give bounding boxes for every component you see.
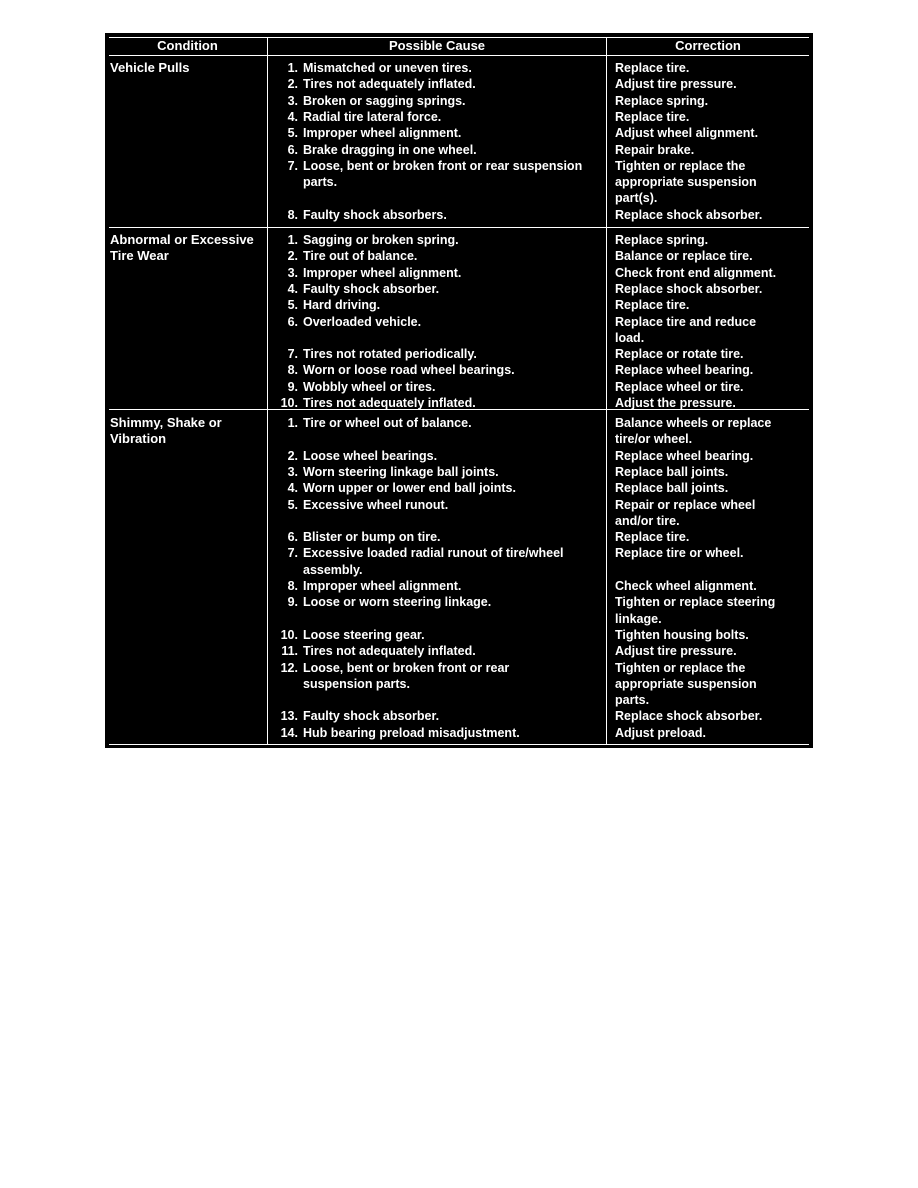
table-row <box>105 207 813 223</box>
possible-cause: Faulty shock absorber. <box>303 281 440 296</box>
correction: Replace or rotate tire. <box>615 347 744 362</box>
possible-cause: Brake dragging in one wheel. <box>303 142 477 157</box>
header-condition: Condition <box>157 38 218 53</box>
item-number: 8. <box>287 207 298 222</box>
table-row <box>105 415 813 447</box>
item-number: 6. <box>287 142 298 157</box>
table-row <box>105 480 813 496</box>
row-divider <box>109 55 809 56</box>
correction: Tighten or replace steering linkage. <box>615 595 776 626</box>
row-divider <box>109 744 809 745</box>
table-row <box>105 281 813 297</box>
possible-cause: Loose or worn steering linkage. <box>303 595 492 610</box>
table-row <box>105 346 813 362</box>
item-number: 3. <box>287 93 298 108</box>
item-number: 7. <box>287 546 298 561</box>
item-number: 2. <box>287 249 298 264</box>
possible-cause: Faulty shock absorber. <box>303 709 440 724</box>
correction: Replace tire. <box>615 61 690 75</box>
correction: Replace tire and reduce load. <box>615 314 757 345</box>
condition-label: Shimmy, Shake or Vibration <box>110 415 222 447</box>
table-row <box>105 158 813 206</box>
table-row <box>105 379 813 395</box>
possible-cause: Loose, bent or broken front or rear suspension parts. <box>303 158 583 190</box>
correction: Replace wheel or tire. <box>615 379 744 394</box>
possible-cause: Blister or bump on tire. <box>303 530 441 545</box>
item-number: 9. <box>287 595 298 610</box>
table-row <box>105 297 813 313</box>
possible-cause: Tires not adequately inflated. <box>303 396 476 410</box>
table-row <box>105 660 813 708</box>
item-number: 7. <box>287 347 298 362</box>
item-number: 3. <box>287 464 298 479</box>
table-row <box>105 142 813 158</box>
correction: Replace spring. <box>615 93 709 108</box>
item-number: 8. <box>287 363 298 378</box>
possible-cause: Faulty shock absorbers. <box>303 207 447 222</box>
possible-cause: Excessive loaded radial runout of tire/wheel assembly. <box>303 546 564 577</box>
condition-label: Abnormal or Excessive Tire Wear <box>110 232 254 264</box>
table-row <box>105 708 813 724</box>
table-row <box>105 627 813 643</box>
possible-cause: Worn or loose road wheel bearings. <box>303 363 515 378</box>
table-row <box>105 314 813 345</box>
item-number: 2. <box>287 77 298 92</box>
item-number: 10. <box>280 627 298 642</box>
header-possible-cause: Possible Cause <box>388 38 486 53</box>
table-row <box>105 725 813 741</box>
possible-cause: Tire out of balance. <box>303 249 418 264</box>
correction: Replace shock absorber. <box>615 709 763 724</box>
possible-cause: Loose steering gear. <box>303 627 425 642</box>
correction: Adjust tire pressure. <box>615 644 737 659</box>
item-number: 4. <box>287 281 298 296</box>
table-row <box>105 60 813 76</box>
item-number: 11. <box>281 644 298 659</box>
correction: Repair or replace wheel and/or tire. <box>615 497 756 528</box>
correction: Balance or replace tire. <box>615 249 753 264</box>
item-number: 6. <box>287 530 298 545</box>
correction: Replace spring. <box>615 233 709 247</box>
correction: Tighten or replace the appropriate suspension parts. <box>615 660 757 708</box>
correction: Adjust the pressure. <box>615 396 736 410</box>
correction: Replace tire. <box>615 530 690 545</box>
possible-cause: Loose wheel bearings. <box>303 448 438 463</box>
possible-cause: Hub bearing preload misadjustment. <box>303 725 520 740</box>
correction: Check front end alignment. <box>615 265 777 280</box>
table-row <box>105 578 813 594</box>
possible-cause: Improper wheel alignment. <box>303 265 462 280</box>
possible-cause: Worn upper or lower end ball joints. <box>303 481 516 496</box>
correction: Replace shock absorber. <box>615 281 763 296</box>
item-number: 4. <box>287 481 298 496</box>
possible-cause: Tires not adequately inflated. <box>303 644 476 659</box>
header-correction: Correction <box>675 38 741 53</box>
correction: Adjust tire pressure. <box>615 77 737 92</box>
item-number: 5. <box>287 298 298 313</box>
correction: Replace wheel bearing. <box>615 363 754 378</box>
correction: Replace tire or wheel. <box>615 546 744 561</box>
item-number: 1. <box>287 416 298 430</box>
table-row <box>105 464 813 480</box>
item-number: 8. <box>287 579 298 593</box>
possible-cause: Tires not adequately inflated. <box>303 77 476 92</box>
troubleshooting-table <box>105 33 813 748</box>
condition-label: Vehicle Pulls <box>110 60 190 75</box>
item-number: 12. <box>280 660 298 675</box>
item-number: 4. <box>287 109 298 124</box>
possible-cause: Improper wheel alignment. <box>303 579 462 593</box>
possible-cause: Broken or sagging springs. <box>303 93 466 108</box>
possible-cause: Sagging or broken spring. <box>303 233 459 247</box>
item-number: 14. <box>280 725 298 740</box>
correction: Repair brake. <box>615 142 695 157</box>
possible-cause: Excessive wheel runout. <box>303 497 449 512</box>
possible-cause: Radial tire lateral force. <box>303 109 442 124</box>
table-row <box>105 529 813 545</box>
table-row <box>105 76 813 92</box>
correction: Adjust wheel alignment. <box>615 126 759 141</box>
possible-cause: Improper wheel alignment. <box>303 126 462 141</box>
correction: Replace tire. <box>615 298 690 313</box>
item-number: 2. <box>287 448 298 463</box>
possible-cause: Overloaded vehicle. <box>303 314 422 329</box>
correction: Balance wheels or replace tire/or wheel. <box>615 416 772 447</box>
table-row <box>105 265 813 281</box>
table-row <box>105 125 813 141</box>
correction: Replace tire. <box>615 109 690 124</box>
item-number: 9. <box>287 379 298 394</box>
table-row <box>105 232 813 248</box>
table-row <box>105 448 813 464</box>
possible-cause: Hard driving. <box>303 298 381 313</box>
table-row <box>105 643 813 659</box>
correction: Adjust preload. <box>615 725 706 740</box>
table-row <box>105 248 813 264</box>
item-number: 5. <box>287 126 298 141</box>
item-number: 3. <box>287 265 298 280</box>
possible-cause: Mismatched or uneven tires. <box>303 61 472 75</box>
item-number: 7. <box>287 158 298 173</box>
row-divider <box>109 227 809 228</box>
table-row <box>105 497 813 528</box>
correction: Tighten housing bolts. <box>615 627 749 642</box>
possible-cause: Tires not rotated periodically. <box>303 347 477 362</box>
correction: Replace ball joints. <box>615 481 729 496</box>
table-row <box>105 395 813 411</box>
table-row <box>105 93 813 109</box>
correction: Tighten or replace the appropriate suspension part(s). <box>615 158 757 206</box>
correction: Replace ball joints. <box>615 464 729 479</box>
item-number: 6. <box>287 314 298 329</box>
possible-cause: Tire or wheel out of balance. <box>303 416 472 430</box>
item-number: 1. <box>287 233 298 247</box>
item-number: 1. <box>287 61 298 75</box>
table-row <box>105 362 813 378</box>
table-row <box>105 109 813 125</box>
item-number: 13. <box>280 709 298 724</box>
correction: Replace shock absorber. <box>615 207 763 222</box>
possible-cause: Wobbly wheel or tires. <box>303 379 436 394</box>
correction: Replace wheel bearing. <box>615 448 754 463</box>
correction: Check wheel alignment. <box>615 579 757 593</box>
item-number: 5. <box>287 497 298 512</box>
table-row <box>105 545 813 577</box>
possible-cause: Loose, bent or broken front or rear suspension parts. <box>303 660 510 691</box>
table-row <box>105 594 813 626</box>
item-number: 10. <box>280 396 298 410</box>
possible-cause: Worn steering linkage ball joints. <box>303 464 499 479</box>
